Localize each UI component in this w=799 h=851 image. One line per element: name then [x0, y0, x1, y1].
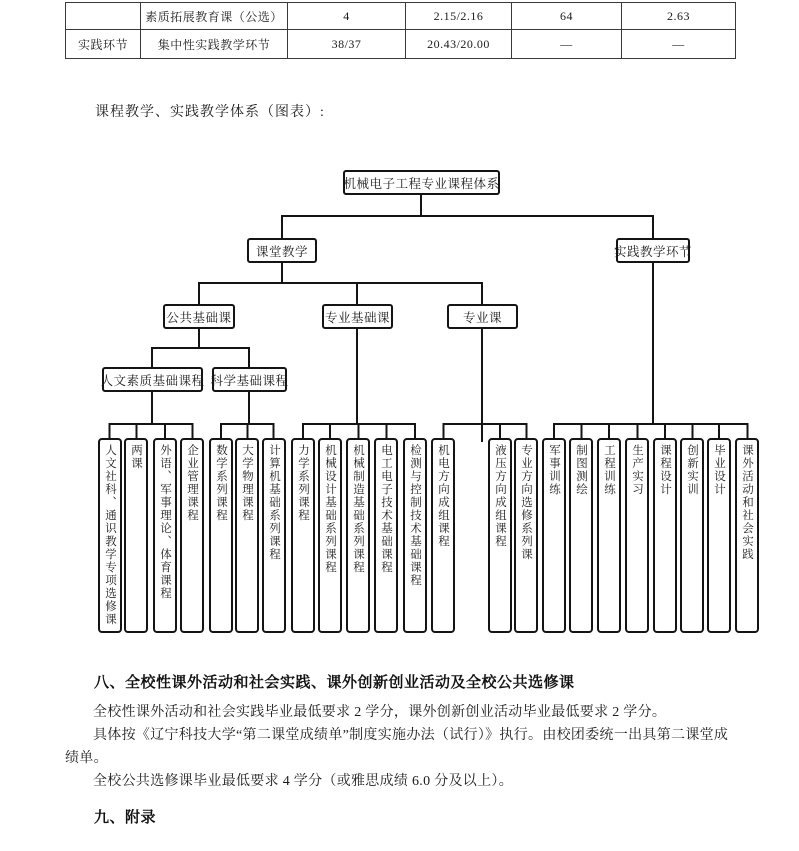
table-cell [66, 3, 141, 30]
table-row [66, 30, 736, 59]
leaf-node: 创新实训 [680, 438, 704, 633]
leaf-node: 检测与控制技术基础课程 [403, 438, 427, 633]
node-major-courses: 专业课 [447, 304, 518, 329]
leaf-node: 课程设计 [653, 438, 677, 633]
leaf-node: 机电方向成组课程 [431, 438, 455, 633]
leaf-node: 人文社科、通识教学专项选修课 [98, 438, 122, 633]
node-practice-teaching: 实践教学环节 [616, 238, 690, 263]
node-science-basic-courses: 科学基础课程 [212, 367, 287, 392]
leaf-node: 两课 [124, 438, 148, 633]
leaf-node: 毕业设计 [707, 438, 731, 633]
table-cell: 38/37 [288, 30, 406, 59]
leaf-node: 机械制造基础系列课程 [346, 438, 370, 633]
leaf-node: 外语、军事理论、体育课程 [153, 438, 177, 633]
leaf-node: 计算机基础系列课程 [262, 438, 286, 633]
node-root: 机械电子工程专业课程体系 [343, 170, 500, 195]
table-cell: — [512, 30, 622, 59]
leaf-node: 课外活动和社会实践 [735, 438, 759, 633]
diagram-caption: 课程教学、实践教学体系（图表）: [95, 105, 325, 120]
node-classroom-teaching: 课堂教学 [247, 238, 317, 263]
table-cell: 20.43/20.00 [406, 30, 512, 59]
table-cell: 素质拓展教育课（公选） [141, 3, 288, 30]
leaf-node: 专业方向选修系列课 [514, 438, 538, 633]
node-public-basic-courses: 公共基础课 [163, 304, 235, 329]
leaf-node: 制图测绘 [569, 438, 593, 633]
table-cell: 实践环节 [66, 30, 141, 59]
leaf-node: 军事训练 [542, 438, 566, 633]
table-cell: 2.15/2.16 [406, 3, 512, 30]
leaf-node: 力学系列课程 [291, 438, 315, 633]
leaf-node: 电工电子技术基础课程 [374, 438, 398, 633]
table-cell: 64 [512, 3, 622, 30]
leaf-node: 生产实习 [625, 438, 649, 633]
section-8-body [65, 701, 740, 793]
table-row [66, 3, 736, 30]
node-major-basic-courses: 专业基础课 [322, 304, 393, 329]
leaf-node: 液压方向成组课程 [488, 438, 512, 633]
leaf-node: 工程训练 [597, 438, 621, 633]
paragraph: 具体按《辽宁科技大学“第二课堂成绩单”制度实施办法（试行）》执行。由校团委统一出具第二课堂成绩单。 [65, 728, 729, 766]
leaf-node: 企业管理课程 [180, 438, 204, 633]
section-8-heading: 八、全校性课外活动和社会实践、课外创新创业活动及全校公共选修课 [94, 674, 575, 691]
course-hours-table [65, 2, 736, 59]
table-cell: 2.63 [622, 3, 736, 30]
table-cell: — [622, 30, 736, 59]
leaf-node: 数学系列课程 [209, 438, 233, 633]
paragraph: 全校公共选修课毕业最低要求 4 学分（或雅思成绩 6.0 分及以上）。 [93, 774, 513, 789]
paragraph: 全校性课外活动和社会实践毕业最低要求 2 学分，课外创新创业活动毕业最低要求 2 学分。 [93, 705, 667, 720]
section-9-heading: 九、附录 [94, 809, 157, 826]
table-cell: 4 [288, 3, 406, 30]
leaf-node: 机械设计基础系列课程 [318, 438, 342, 633]
node-humanities-basic-courses: 人文素质基础课程 [102, 367, 203, 392]
table-cell: 集中性实践教学环节 [141, 30, 288, 59]
leaf-node: 大学物理课程 [235, 438, 259, 633]
